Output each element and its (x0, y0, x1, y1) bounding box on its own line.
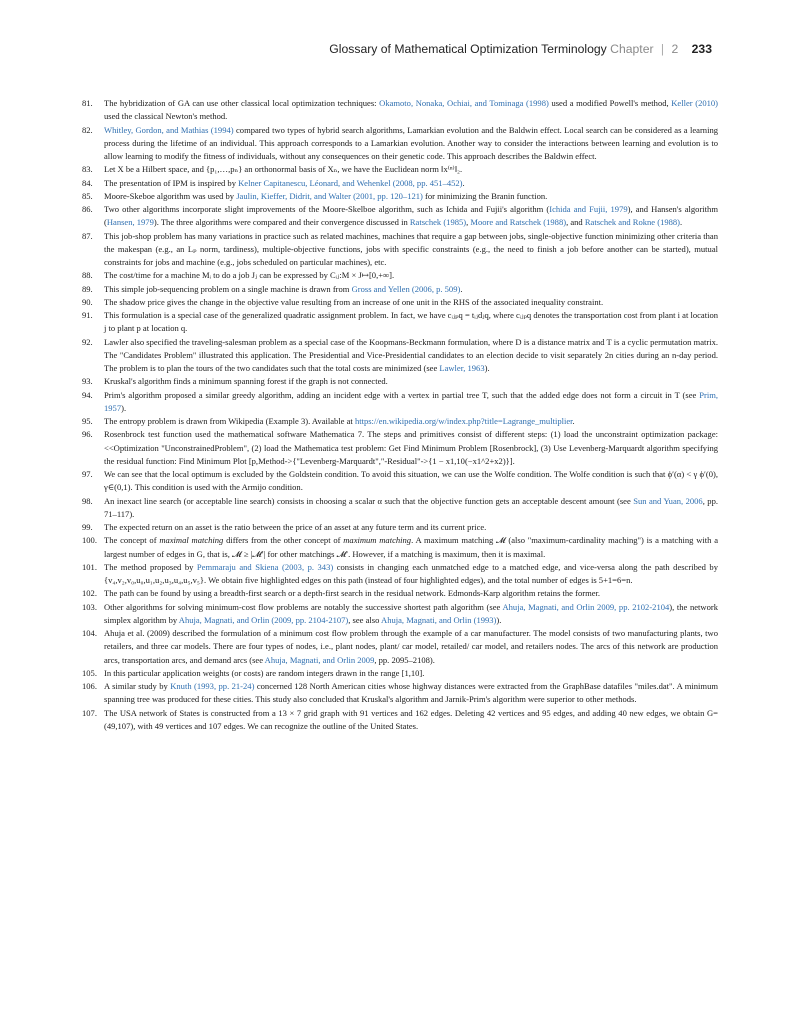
text-segment: Let X be a Hilbert space, and {p₁,…,pₙ} an orthonormal basis of Xₙ, we have the Euclidean norm ‖x⁽ⁿ⁾‖₂. (104, 164, 463, 175)
text-segment: concerned 128 North American cities whose highway distances were extracted from the GraphBase datafiles "miles.dat". A minimum spanning tree was produced for these cities. This study also concluded that Kruskal's algorithm and Jarnik-Prim's algorithm were superior to other methods. (104, 681, 718, 705)
text-segment: Two other algorithms incorporate slight improvements of the Moore-Skelboe algorithm, such as Ichida and Fujii's algorithm ( (104, 204, 550, 214)
endnote-text (104, 204, 718, 227)
endnote-89 (82, 283, 718, 296)
citation-link[interactable]: Ahuja, Magnati, and Orlin 2009 (264, 654, 375, 665)
endnote-number: 99. (82, 522, 93, 532)
emphasis-text: maximum matching (343, 535, 412, 546)
endnote-88 (82, 269, 718, 282)
citation-link[interactable]: https://en.wikipedia.org/w/index.php?title=Lagrange_multiplier (354, 416, 573, 426)
endnote-text (104, 429, 718, 466)
citation-link[interactable]: Ichida and Fujii, 1979 (549, 204, 628, 214)
text-segment: for minimizing the Branin function. (422, 190, 548, 201)
endnote-98 (82, 495, 718, 522)
endnote-text (104, 231, 718, 268)
endnote-103 (82, 601, 718, 628)
endnote-text (104, 310, 718, 333)
endnote-text (104, 125, 718, 162)
endnote-text (104, 191, 547, 201)
text-segment: Moore-Skeboe algorithm was used by (104, 190, 237, 201)
endnote-text (104, 297, 603, 307)
text-segment: differs from the other concept of (223, 535, 344, 546)
endnote-number: 85. (82, 190, 93, 201)
text-segment: Kruskal's algorithm finds a minimum spanning forest if the graph is not connected. (104, 376, 388, 387)
endnote-number: 104. (82, 628, 97, 638)
endnote-number: 91. (82, 310, 93, 320)
citation-link[interactable]: Prim, 1957 (104, 389, 718, 413)
endnote-text (104, 98, 718, 121)
text-segment: , (466, 217, 471, 228)
text-segment: Other algorithms for solving minimum-cost flow problems are notably the successive shortest path algorithm (see (104, 601, 503, 612)
citation-link[interactable]: Okamoto, Nonaka, Ochiai, and Tominaga (1998) (379, 98, 549, 108)
citation-link[interactable]: Lawler, 1963 (439, 363, 485, 373)
text-segment: , pp. 71–117). (104, 495, 718, 519)
endnote-number: 101. (82, 561, 97, 572)
citation-link[interactable]: Sun and Yuan, 2006 (633, 495, 703, 506)
endnote-number: 100. (82, 535, 97, 546)
endnote-text (104, 164, 462, 174)
endnote-96 (82, 428, 718, 468)
text-segment: ), the network simplex algorithm by (104, 601, 718, 625)
text-segment: ). (121, 402, 127, 413)
text-segment: In this particular application weights (or costs) are random integers drawn in the range [1,10]. (104, 667, 425, 678)
citation-link[interactable]: Ahuja, Magnati, and Orlin (2009, pp. 2104-2107) (178, 614, 349, 625)
endnote-text (104, 588, 600, 598)
citation-link[interactable]: Ratschek and Rokne (1988) (584, 217, 681, 228)
text-segment: consists in changing each unmatched edge to a matched edge, and vice-versa along the path described by {v₄,v₂,v₀,u₀,u₁,u₂,u₃,u₄,u₅,v₅}. We obtain five highlighted edges on this path (instead of four highlighted edges), and the total number of edges is 5+1=6=n. (104, 561, 718, 585)
endnote-number: 93. (82, 376, 93, 387)
text-segment: . (460, 283, 463, 294)
endnote-number: 81. (82, 98, 93, 108)
chapter-label: Chapter (610, 42, 654, 56)
text-segment: The entropy problem is drawn from Wikipedia (Example 3). Available at (104, 416, 355, 426)
endnote-text (104, 496, 718, 519)
endnote-number: 88. (82, 270, 93, 281)
endnote-number: 102. (82, 588, 97, 599)
endnote-text (104, 337, 718, 374)
text-segment: We can see that the local optimum is excluded by the Goldstein condition. To avoid this situation, we can use the Wolfe condition. The Wolfe condition is such that ϕ′(α) < γ ϕ′(0), γ∈(0,1). This condition is used with the Armijo condition. (104, 469, 718, 493)
endnote-number: 94. (82, 389, 93, 400)
text-segment: The expected return on an asset is the ratio between the price of an asset at any future term and its current price. (104, 522, 487, 532)
endnote-text (104, 708, 718, 731)
endnote-87 (82, 230, 718, 270)
text-segment: The shadow price gives the change in the objective value resulting from an increase of one unit in the RHS of the associated inequality constraint. (104, 296, 604, 307)
endnote-number: 87. (82, 230, 93, 241)
endnote-84 (82, 177, 718, 190)
endnote-text (104, 602, 718, 625)
citation-link[interactable]: Moore and Ratschek (1988) (470, 217, 567, 228)
citation-link[interactable]: Jaulin, Kieffer, Didrit, and Walter (2001, pp. 120–121) (236, 190, 423, 201)
endnote-number: 89. (82, 283, 93, 294)
citation-link[interactable]: Keller (2010) (671, 98, 719, 108)
endnote-82 (82, 124, 718, 164)
endnote-text (104, 416, 575, 426)
text-segment: The presentation of IPM is inspired by (104, 177, 239, 188)
endnote-102 (82, 587, 718, 600)
page-number: 233 (691, 42, 712, 56)
text-segment: Ahuja et al. (2009) described the formulation of a minimum cost flow problem through the example of a car manufacturer. The model consists of two manufacturing plants, two retailers, and three car models. There are four types of nodes, i.e., plant nodes, plant/ car model, retailed/ car model, and retailers nodes. The arcs of this network are production arcs, transportation arcs, and demand arcs (see (104, 628, 718, 665)
endnote-number: 98. (82, 495, 93, 506)
endnote-92 (82, 336, 718, 376)
citation-link[interactable]: Kelner Capitanescu, Léonard, and Wehenkel (2008, pp. 451–452) (238, 177, 463, 188)
text-segment: This job-shop problem has many variations in practice such as related machines, machines that require a gap between jobs, single-objective function minimizing other criteria than the makespan (e.g., an Lₚ norm, tardiness), multiple-objective functions, jobs with specific constraints (e.g., the need to finish a job before another can be started), mutual constraints for jobs and machine (e.g., jobs scheduled on particular machines), etc. (104, 230, 718, 267)
text-segment: ). (484, 363, 490, 373)
endnote-number: 95. (82, 416, 93, 426)
citation-link[interactable]: Gross and Yellen (2006, p. 509) (351, 283, 461, 294)
endnote-text (104, 628, 718, 665)
endnote-number: 92. (82, 336, 93, 347)
text-segment: Rosenbrock test function used the mathematical software Mathematica 7. The steps and primitives consist of different steps: (1) load the unconstraint optimization package: <<Optimization "UnconstrainedProblem", (2) load the Mathematica test problem: Get Find Minimum Problem [Rosenbrock], (3) Use Levenberg-Marquardt algorithm specifying the residual function: Find Minimum Plot [p,Method->{"Levenberg-Marquardt","-Residual"->{1 − x1,10(−x1^2+x2)}]. (104, 429, 718, 466)
text-segment: An inexact line search (or acceptable line search) consists in choosing a scalar α such that the objective function gets an acceptable descent amount (see (104, 495, 634, 506)
text-segment: The path can be found by using a breadth-first search or a depth-first search in the residual network. Edmonds-Karp algorithm retains the former. (104, 588, 601, 599)
citation-link[interactable]: Ratschek (1985) (409, 217, 467, 228)
endnote-number: 84. (82, 177, 93, 188)
text-segment: The concept of (104, 535, 160, 546)
text-segment: Prim's algorithm proposed a similar greedy algorithm, adding an incident edge with a vertex in partial tree T, such that the added edge does not form a circuit in T (see (104, 389, 700, 400)
text-segment: , pp. 2095–2108). (374, 654, 435, 665)
citation-link[interactable]: Hansen, 1979 (106, 217, 154, 228)
endnote-number: 105. (82, 667, 97, 678)
endnote-number: 82. (82, 124, 93, 135)
endnote-text (104, 390, 718, 413)
endnote-number: 103. (82, 601, 97, 612)
running-header (88, 42, 712, 56)
text-segment: A similar study by (104, 681, 171, 691)
text-segment: ). The three algorithms were compared and their convergence discussed in (153, 217, 410, 228)
endnote-91 (82, 309, 718, 336)
citation-link[interactable]: Pemmaraju and Skiena (2003, p. 343) (196, 561, 334, 572)
text-segment: , and (566, 217, 585, 228)
endnote-93 (82, 375, 718, 388)
citation-link[interactable]: Ahuja, Magnati, and Orlin (1993) (381, 614, 497, 625)
endnote-107 (82, 707, 718, 734)
text-segment: This simple job-sequencing problem on a single machine is drawn from (104, 283, 352, 294)
citation-link[interactable]: Ahuja, Magnati, and Orlin 2009, pp. 2102-2104 (502, 601, 670, 612)
endnote-101 (82, 561, 718, 588)
text-segment: used the classical Newton's method. (104, 111, 228, 122)
text-segment: , see also (348, 614, 382, 625)
text-segment: The method proposed by (104, 561, 197, 572)
endnote-text (104, 178, 465, 188)
endnote-85 (82, 190, 718, 203)
text-segment: ). (496, 614, 502, 625)
chapter-number: 2 (671, 42, 679, 56)
endnote-text (104, 376, 388, 386)
endnote-text (104, 668, 424, 678)
endnote-90 (82, 296, 718, 309)
text-segment: . (572, 416, 575, 426)
text-segment: Lawler also specified the traveling-salesman problem as a special case of the Koopmans-Beckmann formulation, where D is a distance matrix and T is a cyclic permutation matrix. The "Candidates Problem" illustrated this application. The Presidential and Vice-Presidential candidates to an election decide to visit separately 2n cities during an n-day period. The problem is to plan the tours of the two candidates such that the total costs are minimized (see (104, 336, 718, 373)
text-segment: ), and Hansen's algorithm ( (104, 204, 718, 228)
endnote-100 (82, 534, 718, 561)
text-segment: compared two types of hybrid search algorithms, Lamarkian evolution and the Baldwin effect. Local search can be considered as a learning process during the lifetime of an individual. This approach corresponds to a Lamarkian evolution. Another way to consider the interactions between learning and evolution is to allow learning to modify the fitness of individuals, without any consequences on their genetic code. This approach describes the Baldwin effect. (104, 124, 718, 161)
endnote-81 (82, 97, 718, 124)
header-separator: | (660, 42, 665, 56)
endnote-number: 107. (82, 707, 97, 718)
citation-link[interactable]: Whitley, Gordon, and Mathias (1994) (104, 124, 234, 135)
endnote-number: 83. (82, 164, 93, 175)
text-segment: . (462, 177, 465, 188)
citation-link[interactable]: Knuth (1993, pp. 21-24) (170, 681, 255, 691)
text-segment: The hybridization of GA can use other classical local optimization techniques: (104, 98, 380, 108)
endnote-number: 106. (82, 681, 97, 691)
endnote-86 (82, 203, 718, 230)
endnote-number: 90. (82, 296, 93, 307)
endnote-text (104, 284, 462, 294)
emphasis-text: maximal matching (159, 535, 224, 546)
endnote-text (104, 562, 718, 585)
endnote-text (104, 270, 394, 280)
endnote-104 (82, 627, 718, 667)
endnote-83 (82, 163, 718, 176)
endnote-text (104, 535, 718, 558)
endnote-94 (82, 389, 718, 416)
endnotes-list (82, 97, 718, 733)
endnote-97 (82, 468, 718, 495)
endnote-number: 86. (82, 204, 93, 214)
endnote-text (104, 522, 486, 532)
text-segment: The cost/time for a machine Mᵢ to do a job Jⱼ can be expressed by Cᵢⱼ:M × J↦[0,+∞]. (104, 270, 395, 281)
endnote-106 (82, 680, 718, 707)
endnote-95 (82, 415, 718, 428)
endnote-number: 96. (82, 429, 93, 440)
endnote-99 (82, 521, 718, 534)
endnote-105 (82, 667, 718, 680)
endnote-text (104, 469, 718, 492)
text-segment: used a modified Powell's method, (548, 98, 672, 108)
book-title: Glossary of Mathematical Optimization Terminology (329, 42, 607, 56)
text-segment: . (680, 217, 683, 228)
text-segment: The USA network of States is constructed from a 13 × 7 grid graph with 91 vertices and 162 edges. Deleting 42 vertices and 95 edges, and adding 40 new edges, we obtain G=(49,107), with 49 vertices and 107 edges. We can recognize the outline of the United States. (104, 707, 718, 731)
text-segment: This formulation is a special case of the generalized quadratic assignment problem. In fact, we have cᵢⱼₚq = tᵢⱼdⱼq, where cᵢⱼₚq denotes the transportation cost from plant i at location j to plant p at location q. (104, 310, 718, 334)
endnote-text (104, 681, 718, 704)
endnote-number: 97. (82, 469, 93, 479)
text-segment: . A maximum matching 𝓜 (also "maximum-cardinality maching") is a matching with a largest number of edges in G, that is, 𝓜 ≥ |𝓜′| for other matchings 𝓜′. However, if a matching is maximum, then it is maximal. (104, 535, 718, 559)
